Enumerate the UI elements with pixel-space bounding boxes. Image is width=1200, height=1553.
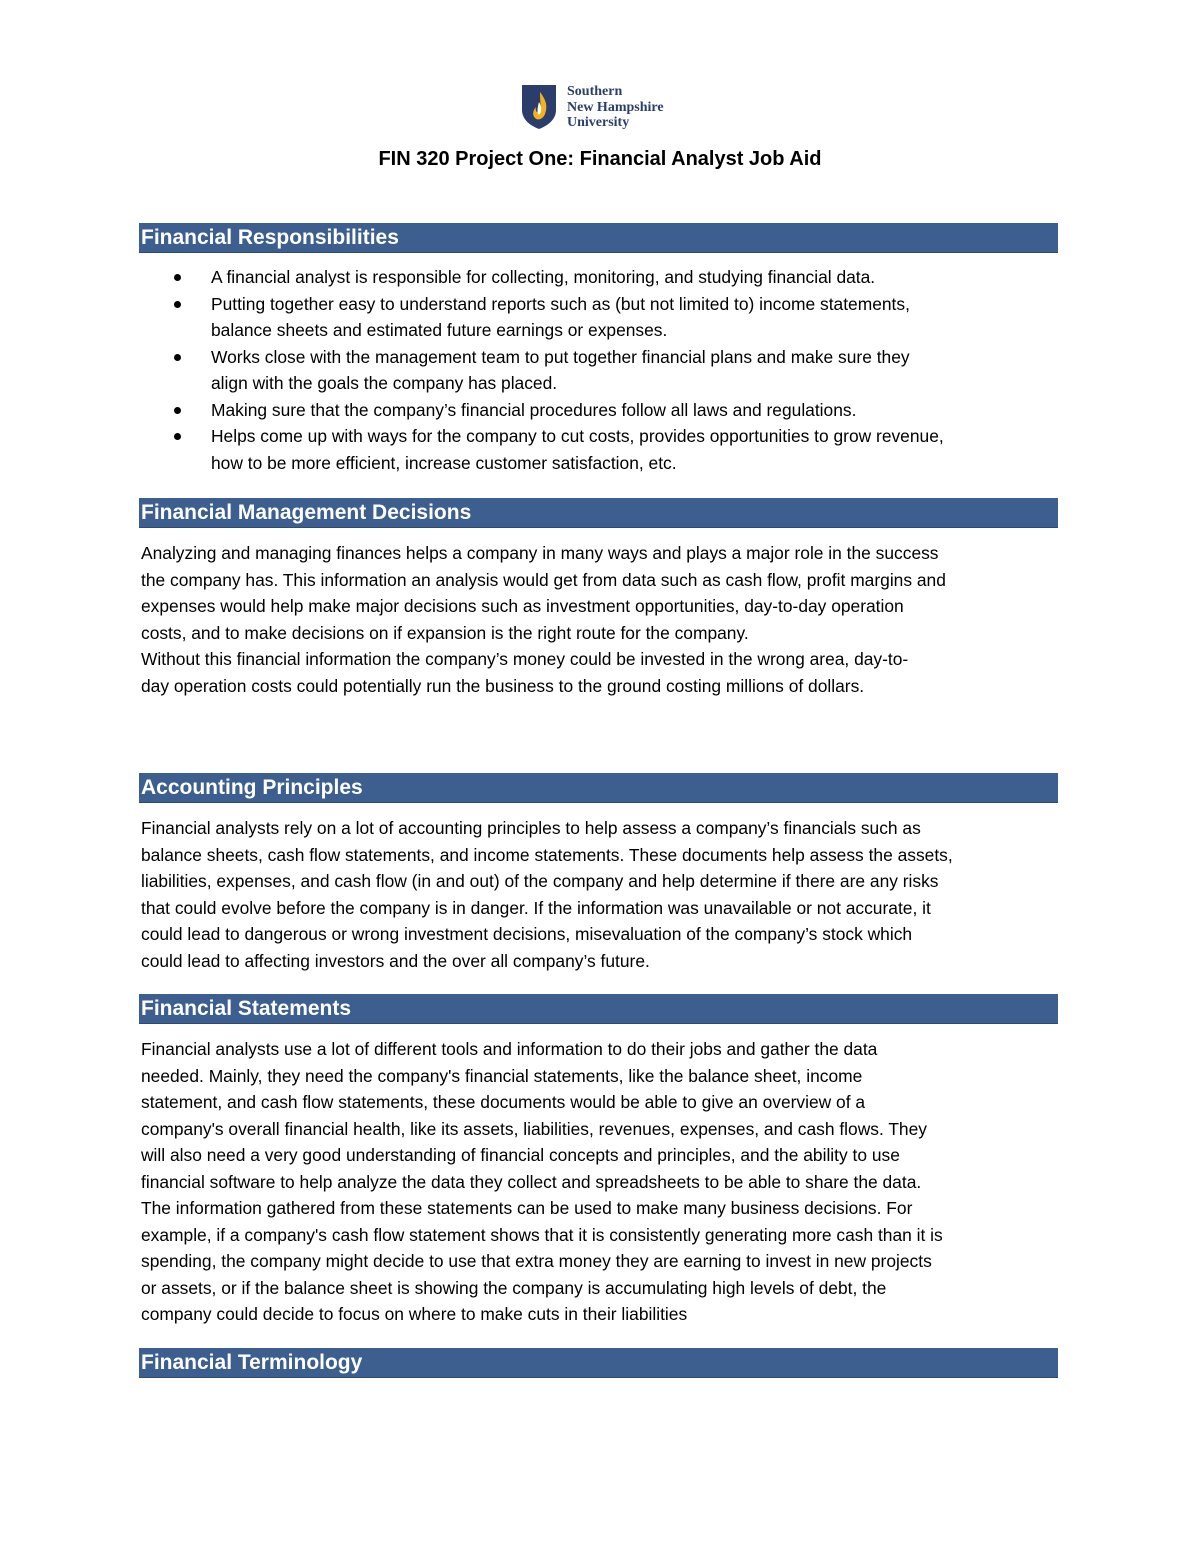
paragraph-line: day operation costs could potentially run the business to the ground costing millions of dollars. — [141, 675, 865, 696]
shield-flame-icon — [521, 84, 557, 130]
paragraph-line: balance sheets, cash flow statements, and income statements. These documents help assess the assets, — [141, 844, 953, 865]
logo-line-2: New Hampshire — [567, 99, 664, 115]
bullet-text: Making sure that the company’s financial procedures follow all laws and regulations. — [211, 399, 857, 420]
document-title: FIN 320 Project One: Financial Analyst Job Aid — [378, 148, 822, 170]
paragraph-line: could lead to affecting investors and the over all company’s future. — [141, 950, 650, 971]
logo-line-3: University — [567, 115, 630, 130]
paragraph-line: costs, and to make decisions on if expansion is the right route for the company. — [141, 622, 749, 643]
paragraph-line: company could decide to focus on where to make cuts in their liabilities — [141, 1304, 688, 1324]
bullet-text: how to be more efficient, increase customer satisfaction, etc. — [211, 452, 677, 473]
accounting-paragraph — [141, 815, 1056, 974]
university-name — [567, 84, 664, 131]
paragraph-line: that could evolve before the company is in danger. If the information was unavailable or not accurate, it — [141, 897, 931, 918]
bullet-icon — [174, 274, 181, 281]
bullet-icon — [174, 433, 181, 440]
list-item — [170, 264, 1060, 291]
paragraph-line: example, if a company's cash flow statement shows that it is consistently generating more cash than it is — [141, 1224, 943, 1245]
section-heading-responsibilities: Financial Responsibilities — [139, 223, 1058, 253]
bullet-text: A financial analyst is responsible for collecting, monitoring, and studying financial data. — [211, 267, 876, 287]
bullet-text: balance sheets and estimated future earnings or expenses. — [211, 320, 668, 340]
logo-line-1: Southern — [567, 84, 623, 99]
paragraph-line: financial software to help analyze the data they collect and spreadsheets to be able to share the data. — [141, 1171, 922, 1192]
list-item — [170, 291, 1060, 344]
bullet-text: Helps come up with ways for the company to cut costs, provides opportunities to grow revenue, — [211, 426, 944, 446]
bullet-text: Works close with the management team to put together financial plans and make sure they — [211, 346, 910, 367]
paragraph-line: or assets, or if the balance sheet is showing the company is accumulating high levels of debt, the — [141, 1277, 887, 1298]
paragraph-line: The information gathered from these statements can be used to make many business decisions. For — [141, 1198, 913, 1218]
paragraph-line: could lead to dangerous or wrong investment decisions, misevaluation of the company’s stock which — [141, 924, 913, 944]
paragraph-line: liabilities, expenses, and cash flow (in and out) of the company and help determine if there are any risks — [141, 871, 939, 891]
bullet-icon — [174, 407, 181, 414]
list-item — [170, 344, 1060, 397]
paragraph-line: expenses would help make major decisions such as investment opportunities, day-to-day operation — [141, 596, 904, 616]
paragraph-line: spending, the company might decide to use that extra money they are earning to invest in new projects — [141, 1251, 932, 1271]
section-heading-terminology: Financial Terminology — [139, 1348, 1058, 1378]
paragraph-line: Financial analysts use a lot of different tools and information to do their jobs and gather the data — [141, 1039, 878, 1059]
statements-paragraph — [141, 1036, 1056, 1328]
bullet-icon — [174, 354, 181, 361]
list-item — [170, 423, 1060, 476]
paragraph-line: Without this financial information the company’s money could be invested in the wrong area, day-to- — [141, 649, 909, 669]
list-item — [170, 397, 1060, 424]
responsibilities-list — [170, 264, 1060, 476]
paragraph-line: needed. Mainly, they need the company's financial statements, like the balance sheet, income — [141, 1065, 863, 1086]
university-logo — [521, 84, 691, 132]
management-paragraph — [141, 540, 1056, 699]
paragraph-line: Financial analysts rely on a lot of accounting principles to help assess a company’s financials such as — [141, 818, 921, 838]
paragraph-line: statement, and cash flow statements, these documents would be able to give an overview of a — [141, 1092, 866, 1112]
section-heading-statements: Financial Statements — [139, 994, 1058, 1024]
paragraph-line: will also need a very good understanding of financial concepts and principles, and the ability to use — [141, 1145, 900, 1165]
section-heading-accounting: Accounting Principles — [139, 773, 1058, 803]
paragraph-line: the company has. This information an analysis would get from data such as cash flow, profit margins and — [141, 569, 946, 590]
paragraph-line: Analyzing and managing finances helps a company in many ways and plays a major role in the success — [141, 543, 939, 563]
paragraph-line: company's overall financial health, like its assets, liabilities, revenues, expenses, and cash flows. They — [141, 1118, 927, 1139]
bullet-icon — [174, 301, 181, 308]
section-heading-management: Financial Management Decisions — [139, 498, 1058, 528]
bullet-text: align with the goals the company has placed. — [211, 373, 558, 393]
bullet-text: Putting together easy to understand reports such as (but not limited to) income statements, — [211, 293, 910, 314]
